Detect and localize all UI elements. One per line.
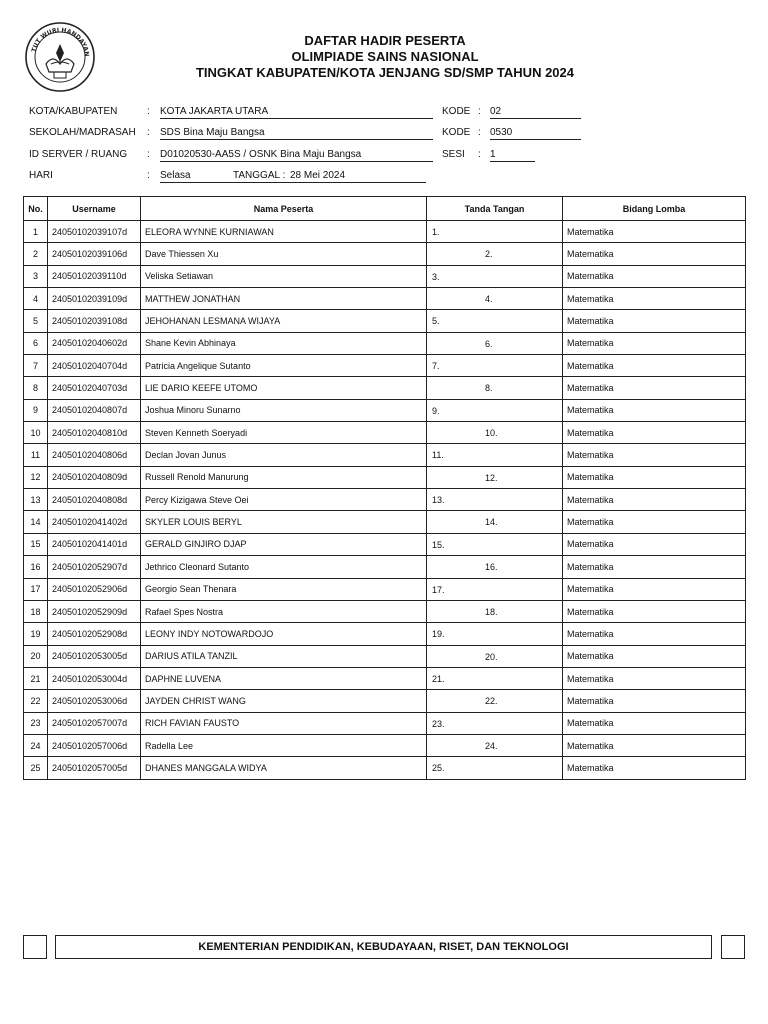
row-bidang-lomba: Matematika <box>563 310 746 332</box>
row-tanda-tangan <box>427 243 563 265</box>
signature-number: 10. <box>485 428 498 439</box>
signature-number: 11. <box>432 450 444 461</box>
colon: : <box>147 106 150 117</box>
signature-number: 1. <box>432 227 440 237</box>
row-bidang-lomba: Matematika <box>563 578 746 600</box>
title-line-2: OLIMPIADE SAINS NASIONAL <box>291 49 479 64</box>
header-bidang-lomba: Bidang Lomba <box>563 197 746 221</box>
row-bidang-lomba: Matematika <box>563 466 746 488</box>
sesi-label: SESI <box>442 149 465 160</box>
row-no: 15 <box>24 533 48 555</box>
signature-number: 24. <box>485 740 498 751</box>
kode2-label: KODE <box>442 127 471 138</box>
signature-number: 7. <box>432 361 440 372</box>
signature-number: 13. <box>432 495 445 506</box>
row-tanda-tangan <box>427 332 563 354</box>
row-nama-peserta: Radella Lee <box>141 734 427 756</box>
row-username: 24050102053006d <box>48 690 141 712</box>
signature-number: 9. <box>432 405 440 416</box>
row-bidang-lomba: Matematika <box>563 712 746 734</box>
table-row <box>24 265 746 287</box>
sekolah-label: SEKOLAH/MADRASAH <box>29 127 136 138</box>
row-no: 2 <box>24 243 48 265</box>
row-username: 24050102052907d <box>48 556 141 578</box>
signature-number: 19. <box>432 629 445 640</box>
signature-number: 2. <box>485 249 493 260</box>
hari-value: Selasa <box>160 170 233 183</box>
table-row <box>24 310 746 332</box>
row-username: 24050102057007d <box>48 712 141 734</box>
row-nama-peserta: Russell Renold Manurung <box>141 466 427 488</box>
table-row <box>24 221 746 243</box>
table-row <box>24 757 746 779</box>
row-tanda-tangan <box>427 422 563 444</box>
row-bidang-lomba: Matematika <box>563 623 746 645</box>
row-bidang-lomba: Matematika <box>563 288 746 310</box>
table-header-row <box>24 197 746 221</box>
colon: : <box>147 170 150 181</box>
row-no: 6 <box>24 332 48 354</box>
row-nama-peserta: Jethrico Cleonard Sutanto <box>141 556 427 578</box>
row-username: 24050102053005d <box>48 645 141 667</box>
row-nama-peserta: Shane Kevin Abhinaya <box>141 332 427 354</box>
table-row <box>24 422 746 444</box>
row-username: 24050102040810d <box>48 422 141 444</box>
sekolah-value: SDS Bina Maju Bangsa <box>160 127 433 140</box>
table-row <box>24 444 746 466</box>
row-no: 7 <box>24 355 48 377</box>
row-nama-peserta: Declan Jovan Junus <box>141 444 427 466</box>
row-nama-peserta: Rafael Spes Nostra <box>141 600 427 622</box>
row-no: 22 <box>24 690 48 712</box>
header-nama-peserta: Nama Peserta <box>141 197 427 221</box>
table-row <box>24 556 746 578</box>
table-row <box>24 690 746 712</box>
signature-number: 18. <box>485 606 498 617</box>
row-nama-peserta: SKYLER LOUIS BERYL <box>141 511 427 533</box>
row-tanda-tangan <box>427 667 563 689</box>
row-bidang-lomba: Matematika <box>563 757 746 779</box>
row-no: 11 <box>24 444 48 466</box>
row-no: 18 <box>24 600 48 622</box>
signature-number: 20. <box>485 651 498 662</box>
tanggal-label: TANGGAL : <box>233 170 286 181</box>
row-tanda-tangan <box>427 355 563 377</box>
row-nama-peserta: GERALD GINJIRO DJAP <box>141 533 427 555</box>
colon: : <box>478 127 481 138</box>
row-tanda-tangan <box>427 734 563 756</box>
signature-number: 8. <box>485 383 493 394</box>
row-tanda-tangan <box>427 712 563 734</box>
row-tanda-tangan <box>427 690 563 712</box>
colon: : <box>147 149 150 160</box>
signature-number: 15. <box>432 539 445 550</box>
row-nama-peserta: JEHOHANAN LESMANA WIJAYA <box>141 310 427 332</box>
table-row <box>24 623 746 645</box>
row-no: 21 <box>24 667 48 689</box>
row-nama-peserta: DARIUS ATILA TANZIL <box>141 645 427 667</box>
svg-text:TUT WURI HANDAYANI: TUT WURI HANDAYAN <box>30 26 91 57</box>
row-username: 24050102040808d <box>48 489 141 511</box>
row-bidang-lomba: Matematika <box>563 399 746 421</box>
row-username: 24050102040704d <box>48 355 141 377</box>
table-row <box>24 712 746 734</box>
server-value: D01020530-AA5S / OSNK Bina Maju Bangsa <box>160 149 433 162</box>
table-row <box>24 355 746 377</box>
row-username: 24050102039108d <box>48 310 141 332</box>
signature-number: 16. <box>485 562 498 573</box>
title-line-3: TINGKAT KABUPATEN/KOTA JENJANG SD/SMP TAHUN 2024 <box>195 65 574 80</box>
row-username: 24050102057006d <box>48 734 141 756</box>
row-tanda-tangan <box>427 757 563 779</box>
tut-wuri-handayani-logo-icon <box>23 20 97 94</box>
tanggal-value: 28 Mei 2024 <box>233 170 426 183</box>
row-no: 12 <box>24 466 48 488</box>
sesi-value: 1 <box>490 149 535 162</box>
server-label: ID SERVER / RUANG <box>29 149 128 160</box>
row-bidang-lomba: Matematika <box>563 690 746 712</box>
row-no: 5 <box>24 310 48 332</box>
table-row <box>24 288 746 310</box>
kode2-value: 0530 <box>490 127 581 140</box>
row-bidang-lomba: Matematika <box>563 377 746 399</box>
table-row <box>24 667 746 689</box>
row-username: 24050102041401d <box>48 533 141 555</box>
row-tanda-tangan <box>427 466 563 488</box>
row-tanda-tangan <box>427 623 563 645</box>
header-tanda-tangan: Tanda Tangan <box>427 197 563 221</box>
row-tanda-tangan <box>427 645 563 667</box>
row-no: 19 <box>24 623 48 645</box>
row-tanda-tangan <box>427 489 563 511</box>
row-username: 24050102052906d <box>48 578 141 600</box>
row-nama-peserta: DAPHNE LUVENA <box>141 667 427 689</box>
row-bidang-lomba: Matematika <box>563 533 746 555</box>
row-nama-peserta: Dave Thiessen Xu <box>141 243 427 265</box>
row-bidang-lomba: Matematika <box>563 332 746 354</box>
row-tanda-tangan <box>427 511 563 533</box>
row-no: 10 <box>24 422 48 444</box>
row-tanda-tangan <box>427 399 563 421</box>
row-username: 24050102039106d <box>48 243 141 265</box>
row-tanda-tangan <box>427 288 563 310</box>
signature-number: 4. <box>485 294 493 305</box>
footer-left-box <box>23 935 47 959</box>
table-row <box>24 332 746 354</box>
row-bidang-lomba: Matematika <box>563 422 746 444</box>
row-nama-peserta: Percy Kizigawa Steve Oei <box>141 489 427 511</box>
row-tanda-tangan <box>427 556 563 578</box>
signature-number: 12. <box>485 472 498 483</box>
row-username: 24050102040809d <box>48 466 141 488</box>
row-nama-peserta: Patricia Angelique Sutanto <box>141 355 427 377</box>
table-row <box>24 578 746 600</box>
row-nama-peserta: Steven Kenneth Soeryadi <box>141 422 427 444</box>
footer-ministry-text: KEMENTERIAN PENDIDIKAN, KEBUDAYAAN, RISET, DAN TEKNOLOGI <box>55 935 712 959</box>
table-row <box>24 600 746 622</box>
colon: : <box>147 127 150 138</box>
table-row <box>24 511 746 533</box>
signature-number: 22. <box>485 696 498 707</box>
row-no: 16 <box>24 556 48 578</box>
row-no: 13 <box>24 489 48 511</box>
signature-number: 25. <box>432 763 445 774</box>
header-no: No. <box>24 197 48 221</box>
row-tanda-tangan <box>427 310 563 332</box>
row-bidang-lomba: Matematika <box>563 511 746 533</box>
kode1-label: KODE <box>442 106 471 117</box>
table-row <box>24 734 746 756</box>
row-nama-peserta: LEONY INDY NOTOWARDOJO <box>141 623 427 645</box>
row-tanda-tangan <box>427 377 563 399</box>
row-bidang-lomba: Matematika <box>563 355 746 377</box>
header-username: Username <box>48 197 141 221</box>
row-no: 8 <box>24 377 48 399</box>
signature-number: 5. <box>432 316 440 327</box>
signature-number: 3. <box>432 271 440 282</box>
row-nama-peserta: ELEORA WYNNE KURNIAWAN <box>141 221 427 243</box>
row-username: 24050102053004d <box>48 667 141 689</box>
footer-right-box <box>721 935 745 959</box>
row-bidang-lomba: Matematika <box>563 667 746 689</box>
row-nama-peserta: Veliska Setiawan <box>141 265 427 287</box>
row-tanda-tangan <box>427 221 563 243</box>
row-bidang-lomba: Matematika <box>563 734 746 756</box>
colon: : <box>478 149 481 160</box>
table-row <box>24 533 746 555</box>
row-nama-peserta: RICH FAVIAN FAUSTO <box>141 712 427 734</box>
row-nama-peserta: Joshua Minoru Sunarno <box>141 399 427 421</box>
row-bidang-lomba: Matematika <box>563 221 746 243</box>
row-tanda-tangan <box>427 265 563 287</box>
row-nama-peserta: DHANES MANGGALA WIDYA <box>141 757 427 779</box>
row-nama-peserta: LIE DARIO KEEFE UTOMO <box>141 377 427 399</box>
row-username: 24050102039109d <box>48 288 141 310</box>
signature-number: 21. <box>432 673 445 684</box>
row-username: 24050102052908d <box>48 623 141 645</box>
table-row <box>24 645 746 667</box>
signature-number: 17. <box>432 584 445 595</box>
row-bidang-lomba: Matematika <box>563 243 746 265</box>
row-username: 24050102040806d <box>48 444 141 466</box>
row-bidang-lomba: Matematika <box>563 489 746 511</box>
row-nama-peserta: MATTHEW JONATHAN <box>141 288 427 310</box>
row-username: 24050102041402d <box>48 511 141 533</box>
row-username: 24050102040602d <box>48 332 141 354</box>
table-row <box>24 466 746 488</box>
colon: : <box>478 106 481 117</box>
row-no: 4 <box>24 288 48 310</box>
row-bidang-lomba: Matematika <box>563 444 746 466</box>
row-username: 24050102040807d <box>48 399 141 421</box>
row-no: 3 <box>24 265 48 287</box>
row-username: 24050102057005d <box>48 757 141 779</box>
row-username: 24050102052909d <box>48 600 141 622</box>
row-no: 20 <box>24 645 48 667</box>
row-username: 24050102039107d <box>48 221 141 243</box>
signature-number: 6. <box>485 338 493 349</box>
row-nama-peserta: Georgio Sean Thenara <box>141 578 427 600</box>
row-no: 17 <box>24 578 48 600</box>
title-line-1: DAFTAR HADIR PESERTA <box>304 33 466 48</box>
row-bidang-lomba: Matematika <box>563 265 746 287</box>
row-no: 25 <box>24 757 48 779</box>
row-username: 24050102039110d <box>48 265 141 287</box>
row-tanda-tangan <box>427 600 563 622</box>
table-row <box>24 399 746 421</box>
row-no: 24 <box>24 734 48 756</box>
row-no: 9 <box>24 399 48 421</box>
row-no: 1 <box>24 221 48 243</box>
row-tanda-tangan <box>427 578 563 600</box>
kode1-value: 02 <box>490 106 581 119</box>
attendance-table <box>23 196 746 780</box>
table-row <box>24 243 746 265</box>
signature-number: 14. <box>485 517 498 528</box>
kota-value: KOTA JAKARTA UTARA <box>160 106 433 119</box>
row-no: 14 <box>24 511 48 533</box>
row-username: 24050102040703d <box>48 377 141 399</box>
row-bidang-lomba: Matematika <box>563 600 746 622</box>
row-tanda-tangan <box>427 444 563 466</box>
row-tanda-tangan <box>427 533 563 555</box>
signature-number: 23. <box>432 718 445 729</box>
table-row <box>24 377 746 399</box>
row-bidang-lomba: Matematika <box>563 556 746 578</box>
row-nama-peserta: JAYDEN CHRIST WANG <box>141 690 427 712</box>
document-header <box>100 33 670 81</box>
row-no: 23 <box>24 712 48 734</box>
kota-label: KOTA/KABUPATEN <box>29 106 118 117</box>
table-row <box>24 489 746 511</box>
hari-label: HARI <box>29 170 53 181</box>
row-bidang-lomba: Matematika <box>563 645 746 667</box>
